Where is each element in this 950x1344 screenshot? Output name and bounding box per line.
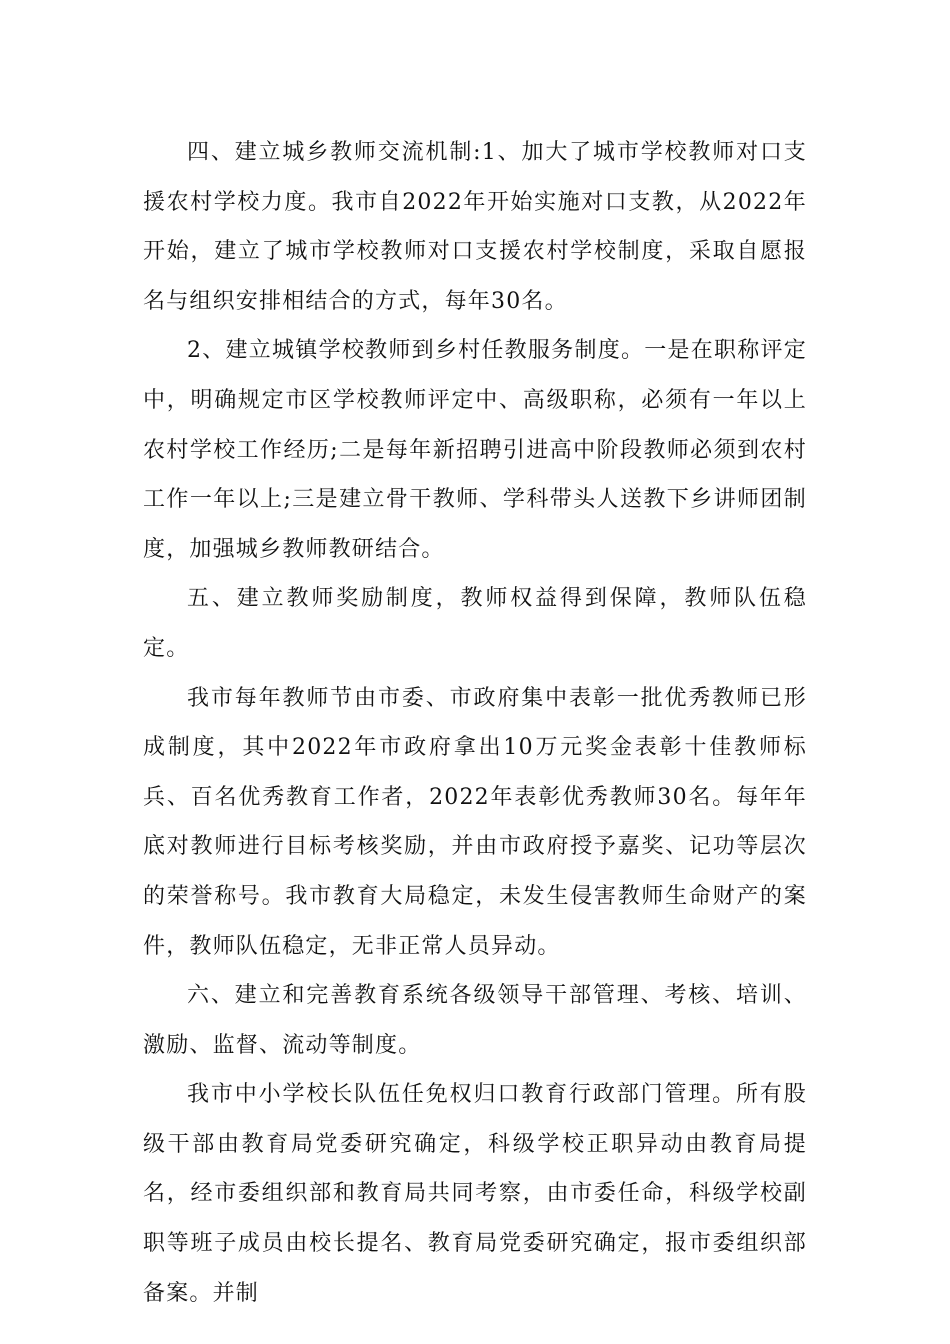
paragraph-principal-management: 我市中小学校长队伍任免权归口教育行政部门管理。所有股级干部由教育局党委研究确定，科级学校正职异动由教育局提名，经市委组织部和教育局共同考察，由市委任命，科级学校副职等班子成员由校长提名、教育局党委研究确定，报市委组织部备案。并制 <box>143 1082 807 1306</box>
paragraph-leadership-system-heading: 六、建立和完善教育系统各级领导干部管理、考核、培训、激励、监督、流动等制度。 <box>143 983 807 1058</box>
paragraph-reward-system-heading: 五、建立教师奖励制度，教师权益得到保障，教师队伍稳定。 <box>143 586 807 661</box>
paragraph-teacher-exchange-mechanism: 四、建立城乡教师交流机制:1、加大了城市学校教师对口支援农村学校力度。我市自2022年开始实施对口支教，从2022年开始，建立了城市学校教师对口支援农村学校制度，采取自愿报名与组织安排相结合的方式，每年30名。 <box>143 140 807 314</box>
document-body <box>143 128 807 1318</box>
paragraph-rural-service-system: 2、建立城镇学校教师到乡村任教服务制度。一是在职称评定中，明确规定市区学校教师评定中、高级职称，必须有一年以上农村学校工作经历;二是每年新招聘引进高中阶段教师必须到农村工作一年以上;三是建立骨干教师、学科带头人送教下乡讲师团制度，加强城乡教师教研结合。 <box>143 338 807 562</box>
paragraph-teacher-commendation: 我市每年教师节由市委、市政府集中表彰一批优秀教师已形成制度，其中2022年市政府拿出10万元奖金表彰十佳教师标兵、百名优秀教育工作者，2022年表彰优秀教师30名。每年年底对教师进行目标考核奖励，并由市政府授予嘉奖、记功等层次的荣誉称号。我市教育大局稳定，未发生侵害教师生命财产的案件，教师队伍稳定，无非正常人员异动。 <box>143 685 807 959</box>
